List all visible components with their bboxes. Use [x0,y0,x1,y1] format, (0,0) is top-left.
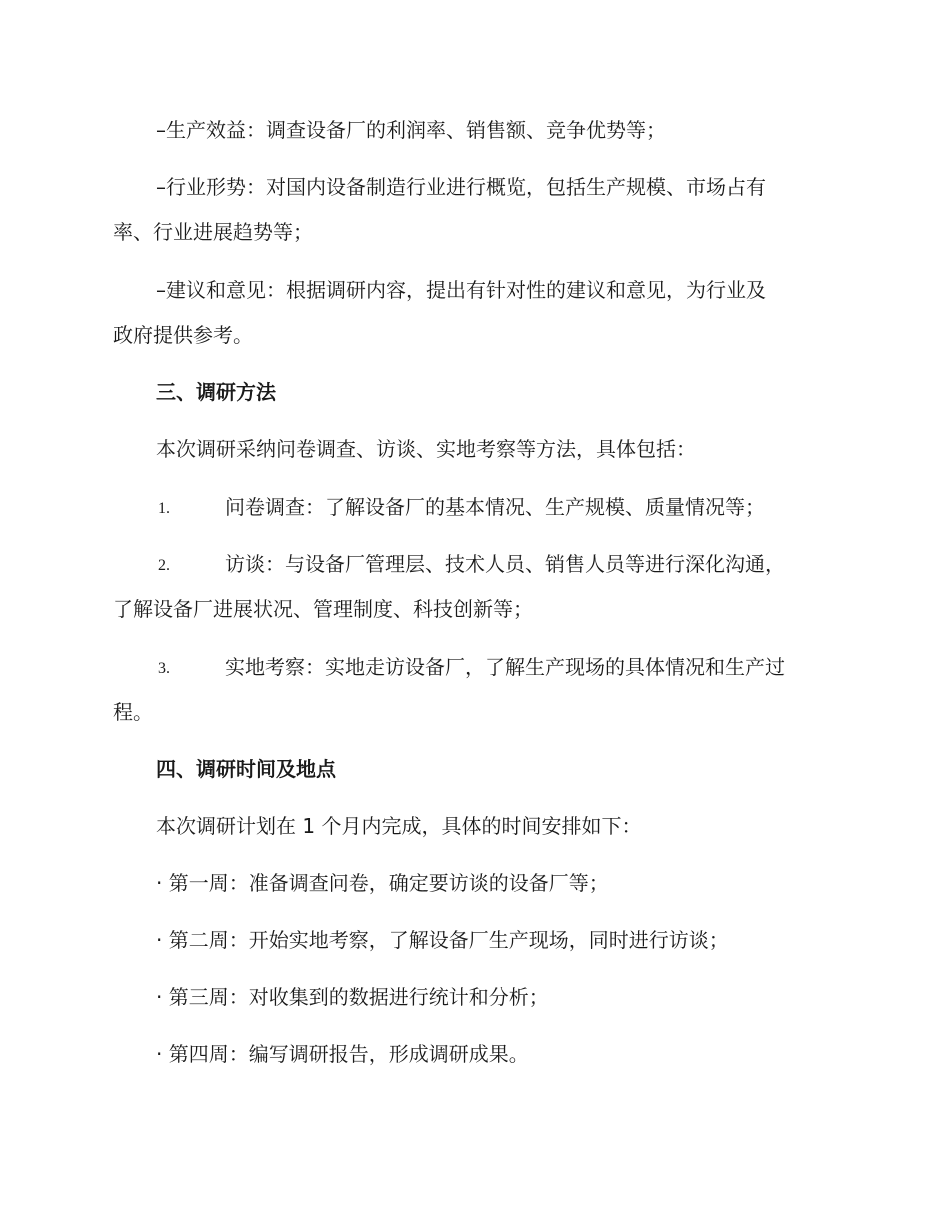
bullet-suggestions-cont: 政府提供参考。 [113,323,253,347]
section-heading-time-place: 四、调研时间及地点 [156,757,336,781]
bullet-industry-situation: –行业形势：对国内设备制造行业进行概览，包括生产规模、市场占有 [156,175,766,199]
schedule-intro: 本次调研计划在 1 个月内完成，具体的时间安排如下： [156,814,642,838]
schedule-week-1: · 第一周：准备调查问卷，确定要访谈的设备厂等； [156,871,609,895]
bullet-industry-situation-cont: 率、行业进展趋势等； [113,220,313,244]
list-number: 3. [158,660,170,677]
schedule-week-3: · 第三周：对收集到的数据进行统计和分析； [156,985,549,1009]
schedule-week-4: · 第四周：编写调研报告，形成调研成果。 [156,1042,529,1066]
bullet-suggestions: –建议和意见：根据调研内容，提出有针对性的建议和意见，为行业及 [156,278,766,302]
list-number: 1. [158,500,170,517]
schedule-week-2: · 第二周：开始实地考察，了解设备厂生产现场，同时进行访谈； [156,928,729,952]
method-item-questionnaire: 问卷调查：了解设备厂的基本情况、生产规模、质量情况等； [225,495,765,519]
method-item-field-visit-cont: 程。 [113,700,153,724]
methods-intro: 本次调研采纳问卷调查、访谈、实地考察等方法，具体包括： [156,437,696,461]
method-item-interview-cont: 了解设备厂进展状况、管理制度、科技创新等； [113,597,533,621]
bullet-production-benefit: –生产效益：调查设备厂的利润率、销售额、竞争优势等； [156,118,666,142]
method-item-interview: 访谈：与设备厂管理层、技术人员、销售人员等进行深化沟通， [225,552,785,576]
method-item-field-visit: 实地考察：实地走访设备厂，了解生产现场的具体情况和生产过 [225,655,785,679]
list-number: 2. [158,557,170,574]
section-heading-methods: 三、调研方法 [156,380,276,404]
